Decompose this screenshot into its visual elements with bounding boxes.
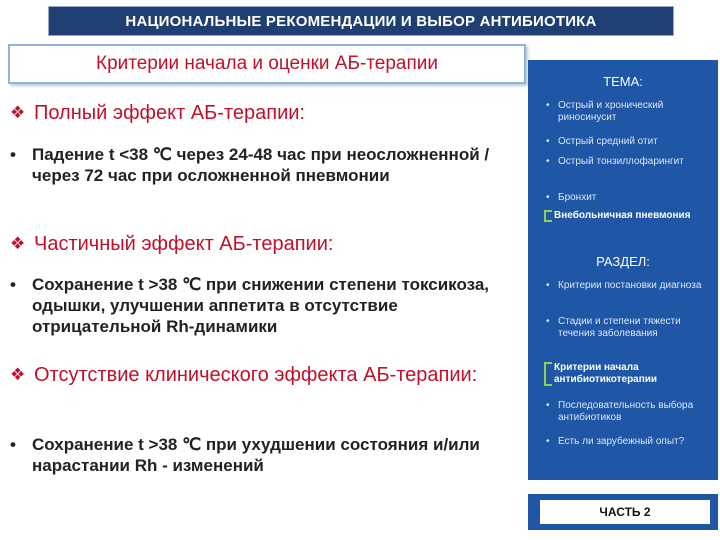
topic-item[interactable]: • Бронхит	[546, 192, 597, 203]
sidebar-panel	[528, 60, 718, 480]
page-header	[48, 6, 674, 36]
bullet-partial-effect	[10, 274, 520, 337]
diamond-bullet-icon: ❖	[10, 103, 26, 122]
section-item[interactable]: • Есть ли зарубежный опыт?	[546, 436, 685, 447]
bullet-text: Падение t <38 ℃ через 24-48 час при неосложненной / через 72 час при осложненной пневмонии	[32, 145, 490, 185]
bullet-text: Сохранение t >38 ℃ при ухудшении состояния и/или нарастании Rh - изменений	[32, 435, 480, 475]
bullet-dot-icon: •	[546, 100, 550, 111]
heading-text: Отсутствие клинического эффекта АБ-терапии:	[34, 364, 478, 386]
bullet-dot-icon: •	[546, 400, 550, 411]
topic-item[interactable]: • Острый тонзиллофарингит	[546, 156, 684, 167]
bullet-full-effect	[10, 144, 520, 186]
section-heading-partial-effect	[10, 232, 333, 256]
bullet-dot-icon: •	[10, 435, 16, 454]
bullet-dot-icon: •	[546, 436, 550, 447]
topic-item[interactable]: • Острый средний отит	[546, 136, 658, 147]
header-title: НАЦИОНАЛЬНЫЕ РЕКОМЕНДАЦИИ И ВЫБОР АНТИБИОТИКА	[125, 12, 597, 30]
bracket-icon	[544, 210, 552, 222]
bullet-dot-icon: •	[10, 145, 16, 164]
bullet-dot-icon: •	[546, 316, 550, 327]
bullet-dot-icon: •	[546, 192, 550, 203]
bullet-no-effect	[10, 434, 520, 476]
part-button[interactable]	[540, 500, 710, 524]
bullet-dot-icon: •	[546, 280, 550, 291]
bracket-icon	[544, 362, 552, 386]
section-item[interactable]: • Последовательность выбора антибиотиков	[546, 400, 694, 423]
diamond-bullet-icon: ❖	[10, 365, 26, 384]
heading-text: Частичный эффект АБ-терапии:	[34, 233, 334, 255]
bullet-dot-icon: •	[10, 275, 16, 294]
topic-item[interactable]: • Острый и хронический риносинусит	[546, 100, 664, 123]
bullet-dot-icon: •	[546, 156, 550, 167]
section-item[interactable]: • Критерии постановки диагноза	[546, 280, 702, 291]
subtitle-text: Критерии начала и оценки АБ-терапии	[96, 53, 438, 74]
slide-subtitle	[8, 44, 526, 84]
topic-title: ТЕМА:	[603, 74, 643, 89]
heading-text: Полный эффект АБ-терапии:	[34, 102, 305, 124]
section-title: РАЗДЕЛ:	[596, 254, 650, 269]
section-heading-full-effect	[10, 101, 305, 125]
topic-highlight[interactable]: Внебольничная пневмония	[544, 210, 704, 222]
part-label: ЧАСТЬ 2	[599, 505, 651, 519]
bullet-text: Сохранение t >38 ℃ при снижении степени токсикоза, одышки, улучшении аппетита в отсутствие отрицательной Rh-динамики	[32, 275, 490, 336]
section-highlight[interactable]: Критерии начала антибиотикотерапии	[544, 362, 704, 386]
section-item[interactable]: • Стадии и степени тяжести течения заболевания	[546, 316, 681, 339]
section-heading-no-effect	[10, 363, 477, 387]
diamond-bullet-icon: ❖	[10, 234, 26, 253]
bullet-dot-icon: •	[546, 136, 550, 147]
